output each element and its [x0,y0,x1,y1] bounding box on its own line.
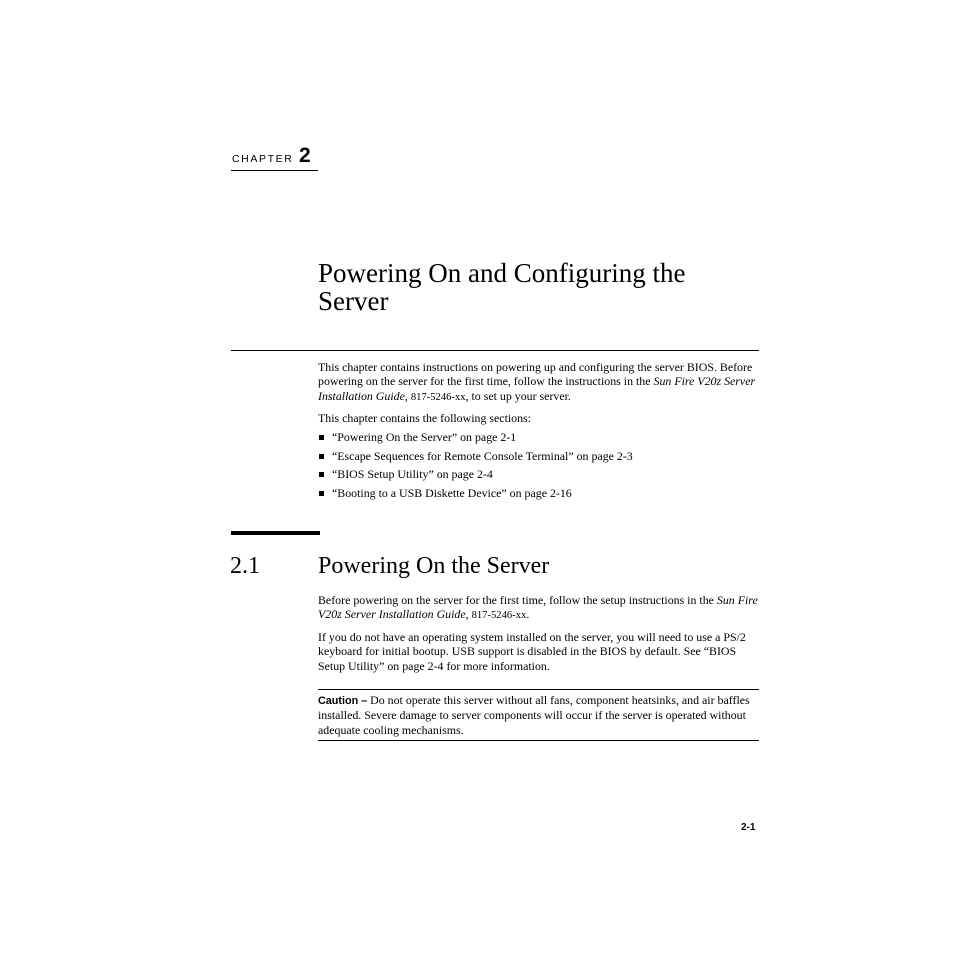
list-item[interactable] [318,430,760,449]
bullet-icon [319,472,324,477]
list-item-link[interactable]: “Escape Sequences for Remote Console Terminal” on page 2-3 [332,448,633,463]
chapter-title-line-1: Powering On and Configuring the [318,258,686,288]
list-item[interactable] [318,449,760,468]
section-bar [231,531,320,535]
chapter-title-line-2: Server [318,286,389,316]
section-text-b: , [465,607,472,622]
title-rule [231,350,759,351]
section-text-c: . [526,607,530,622]
intro-text-c: , to set up your server. [465,388,571,403]
caution-text [318,693,760,737]
bullet-icon [319,491,324,496]
bullet-icon [319,454,324,459]
intro-text-b: , [404,388,411,403]
chapter-title [318,259,758,315]
caution-body: Do not operate this server without all fans, component heatsinks, and air baffles installed. Severe damage to server components will occur if the server is operated without adequate cooling mechanisms. [318,693,750,737]
chapter-label: CHAPTER [232,153,294,165]
list-item[interactable] [318,486,760,505]
section-part-number: 817-5246-xx [471,610,527,622]
list-item[interactable] [318,467,760,486]
section-title: Powering On the Server [318,553,550,579]
list-item-link[interactable]: “Booting to a USB Diskette Device” on page 2-16 [332,486,572,501]
intro-paragraph-1 [318,360,760,405]
intro-paragraph-2: This chapter contains the following sections: [318,411,531,425]
intro-guide-title: Sun Fire V20z Server Installation Guide [318,374,756,403]
section-list [318,430,760,505]
chapter-number: 2 [299,144,311,167]
list-item-link[interactable]: “BIOS Setup Utility” on page 2-4 [332,467,493,482]
section-paragraph-1 [318,593,760,624]
list-item-link[interactable]: “Powering On the Server” on page 2-1 [332,430,517,444]
section-text-a: Before powering on the server for the first time, follow the setup instructions in the [318,593,717,607]
section-number: 2.1 [230,553,260,579]
intro-text-a: This chapter contains instructions on powering up and configuring the server BIOS. Before powering on the server for the first time, follow the instructions in the [318,360,753,389]
caution-label: Caution – [318,695,368,707]
bullet-icon [319,435,324,440]
page-number: 2-1 [741,822,756,833]
section-guide-title: Sun Fire V20z Server Installation Guide [318,593,758,622]
intro-part-number: 817-5246-xx [410,391,466,403]
section-paragraph-2: If you do not have an operating system installed on the server, you will need to use a PS/2 keyboard for initial bootup. USB support is disabled in the BIOS by default. See “BIOS Setup Utility” on page 2-4 for more information. [318,630,746,673]
chapter-rule [231,170,318,171]
